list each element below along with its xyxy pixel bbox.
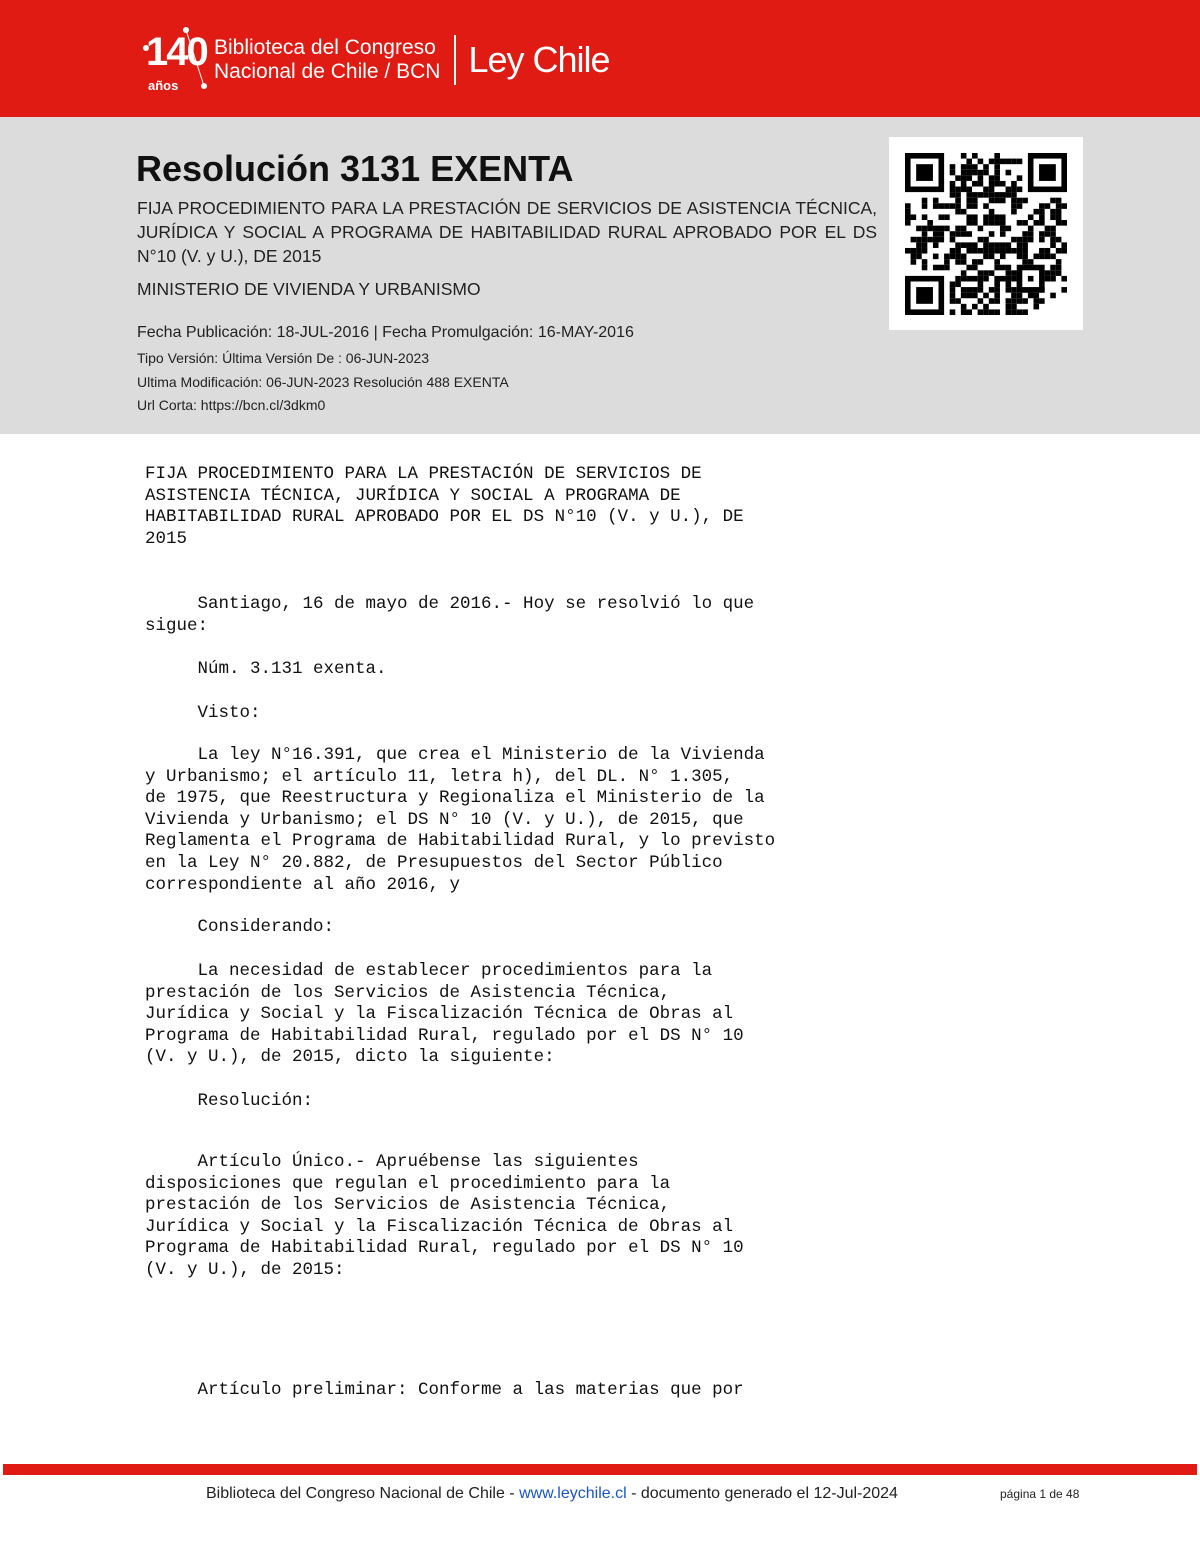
organization-name (214, 36, 440, 84)
document-subtitle: FIJA PROCEDIMIENTO PARA LA PRESTACIÓN DE SERVICIOS DE ASISTENCIA TÉCNICA, JURÍDICA Y SOCIAL A PROGRAMA DE HABITABILIDAD RURAL APROBADO POR EL DS N°10 (V. y U.), DE 2015 (137, 198, 877, 266)
articulo-unico-paragraph: Artículo Único.- Apruébense las siguientes disposiciones que regulan el procedimiento para la prestación de los Servicios de Asistencia Técnica, Jurídica y Social y la Fiscalización Técnica de Obras al Programa de Habitabilidad Rural, regulado por el DS N° 10 (V. y U.), de 2015: (145, 1152, 744, 1280)
short-url[interactable]: Url Corta: https://bcn.cl/3dkm0 (137, 397, 326, 413)
considerando-label: Considerando: (145, 917, 335, 937)
document-heading: FIJA PROCEDIMIENTO PARA LA PRESTACIÓN DE SERVICIOS DE ASISTENCIA TÉCNICA, JURÍDICA Y SOCIAL A PROGRAMA DE HABITABILIDAD RURAL APROBADO POR EL DS N°10 (V. y U.), DE 2015 (145, 464, 744, 549)
leychile-link[interactable]: www.leychile.cl (519, 1485, 627, 1502)
qr-code-icon (905, 153, 1067, 315)
ministry-name: MINISTERIO DE VIVIENDA Y URBANISMO (137, 279, 481, 299)
version-type: Tipo Versión: Última Versión De : 06-JUN-2023 (137, 350, 430, 366)
santiago-paragraph: Santiago, 16 de mayo de 2016.- Hoy se resolvió lo que sigue: (145, 594, 755, 636)
anniversary-badge (138, 24, 210, 96)
qr-code[interactable] (889, 137, 1083, 330)
footer-org-text: Biblioteca del Congreso Nacional de Chile - (206, 1485, 520, 1502)
logo-divider (454, 35, 456, 85)
resolucion-label: Resolución: (145, 1091, 314, 1111)
considerando-paragraph: La necesidad de establecer procedimientos para la prestación de los Servicios de Asistencia Técnica, Jurídica y Social y la Fiscalización Técnica de Obras al Programa de Habitabilidad Rural, regulado por el DS N° 10 (V. y U.), de 2015, dicto la siguiente: (145, 961, 744, 1068)
anniversary-number: 140 (146, 30, 207, 74)
page-number: página 1 de 48 (1000, 1487, 1080, 1501)
top-banner (0, 0, 1200, 117)
organization-name-line1: Biblioteca del Congreso (214, 36, 436, 59)
visto-label: Visto: (145, 703, 261, 723)
publication-dates: Fecha Publicación: 18-JUL-2016 | Fecha Promulgación: 16-MAY-2016 (137, 324, 634, 341)
bcn-logo[interactable] (138, 22, 610, 98)
footer-text (206, 1485, 898, 1503)
anniversary-label: años (148, 78, 179, 93)
organization-name-line2: Nacional de Chile / BCN (214, 60, 441, 83)
articulo-preliminar-paragraph: Artículo preliminar: Conforme a las materias que por (145, 1380, 744, 1400)
resolution-number: Núm. 3.131 exenta. (145, 659, 387, 679)
document-title: Resolución 3131 EXENTA (136, 148, 574, 189)
ley-chile-logo: Ley Chile (468, 39, 610, 80)
last-modification: Ultima Modificación: 06-JUN-2023 Resolución 488 EXENTA (137, 374, 509, 390)
footer-generated-text: - documento generado el 12-Jul-2024 (626, 1485, 898, 1502)
footer-divider (3, 1464, 1197, 1475)
visto-paragraph: La ley N°16.391, que crea el Ministerio de la Vivienda y Urbanismo; el artículo 11, letra h), del DL. N° 1.305, de 1975, que Reestructura y Regionaliza el Ministerio de la Vivienda y Urbanismo; el DS N° 10 (V. y U.), de 2015, que Reglamenta el Programa de Habitabilidad Rural, y lo previsto en la Ley N° 20.882, de Presupuestos del Sector Público correspondiente al año 2016, y (145, 745, 776, 895)
